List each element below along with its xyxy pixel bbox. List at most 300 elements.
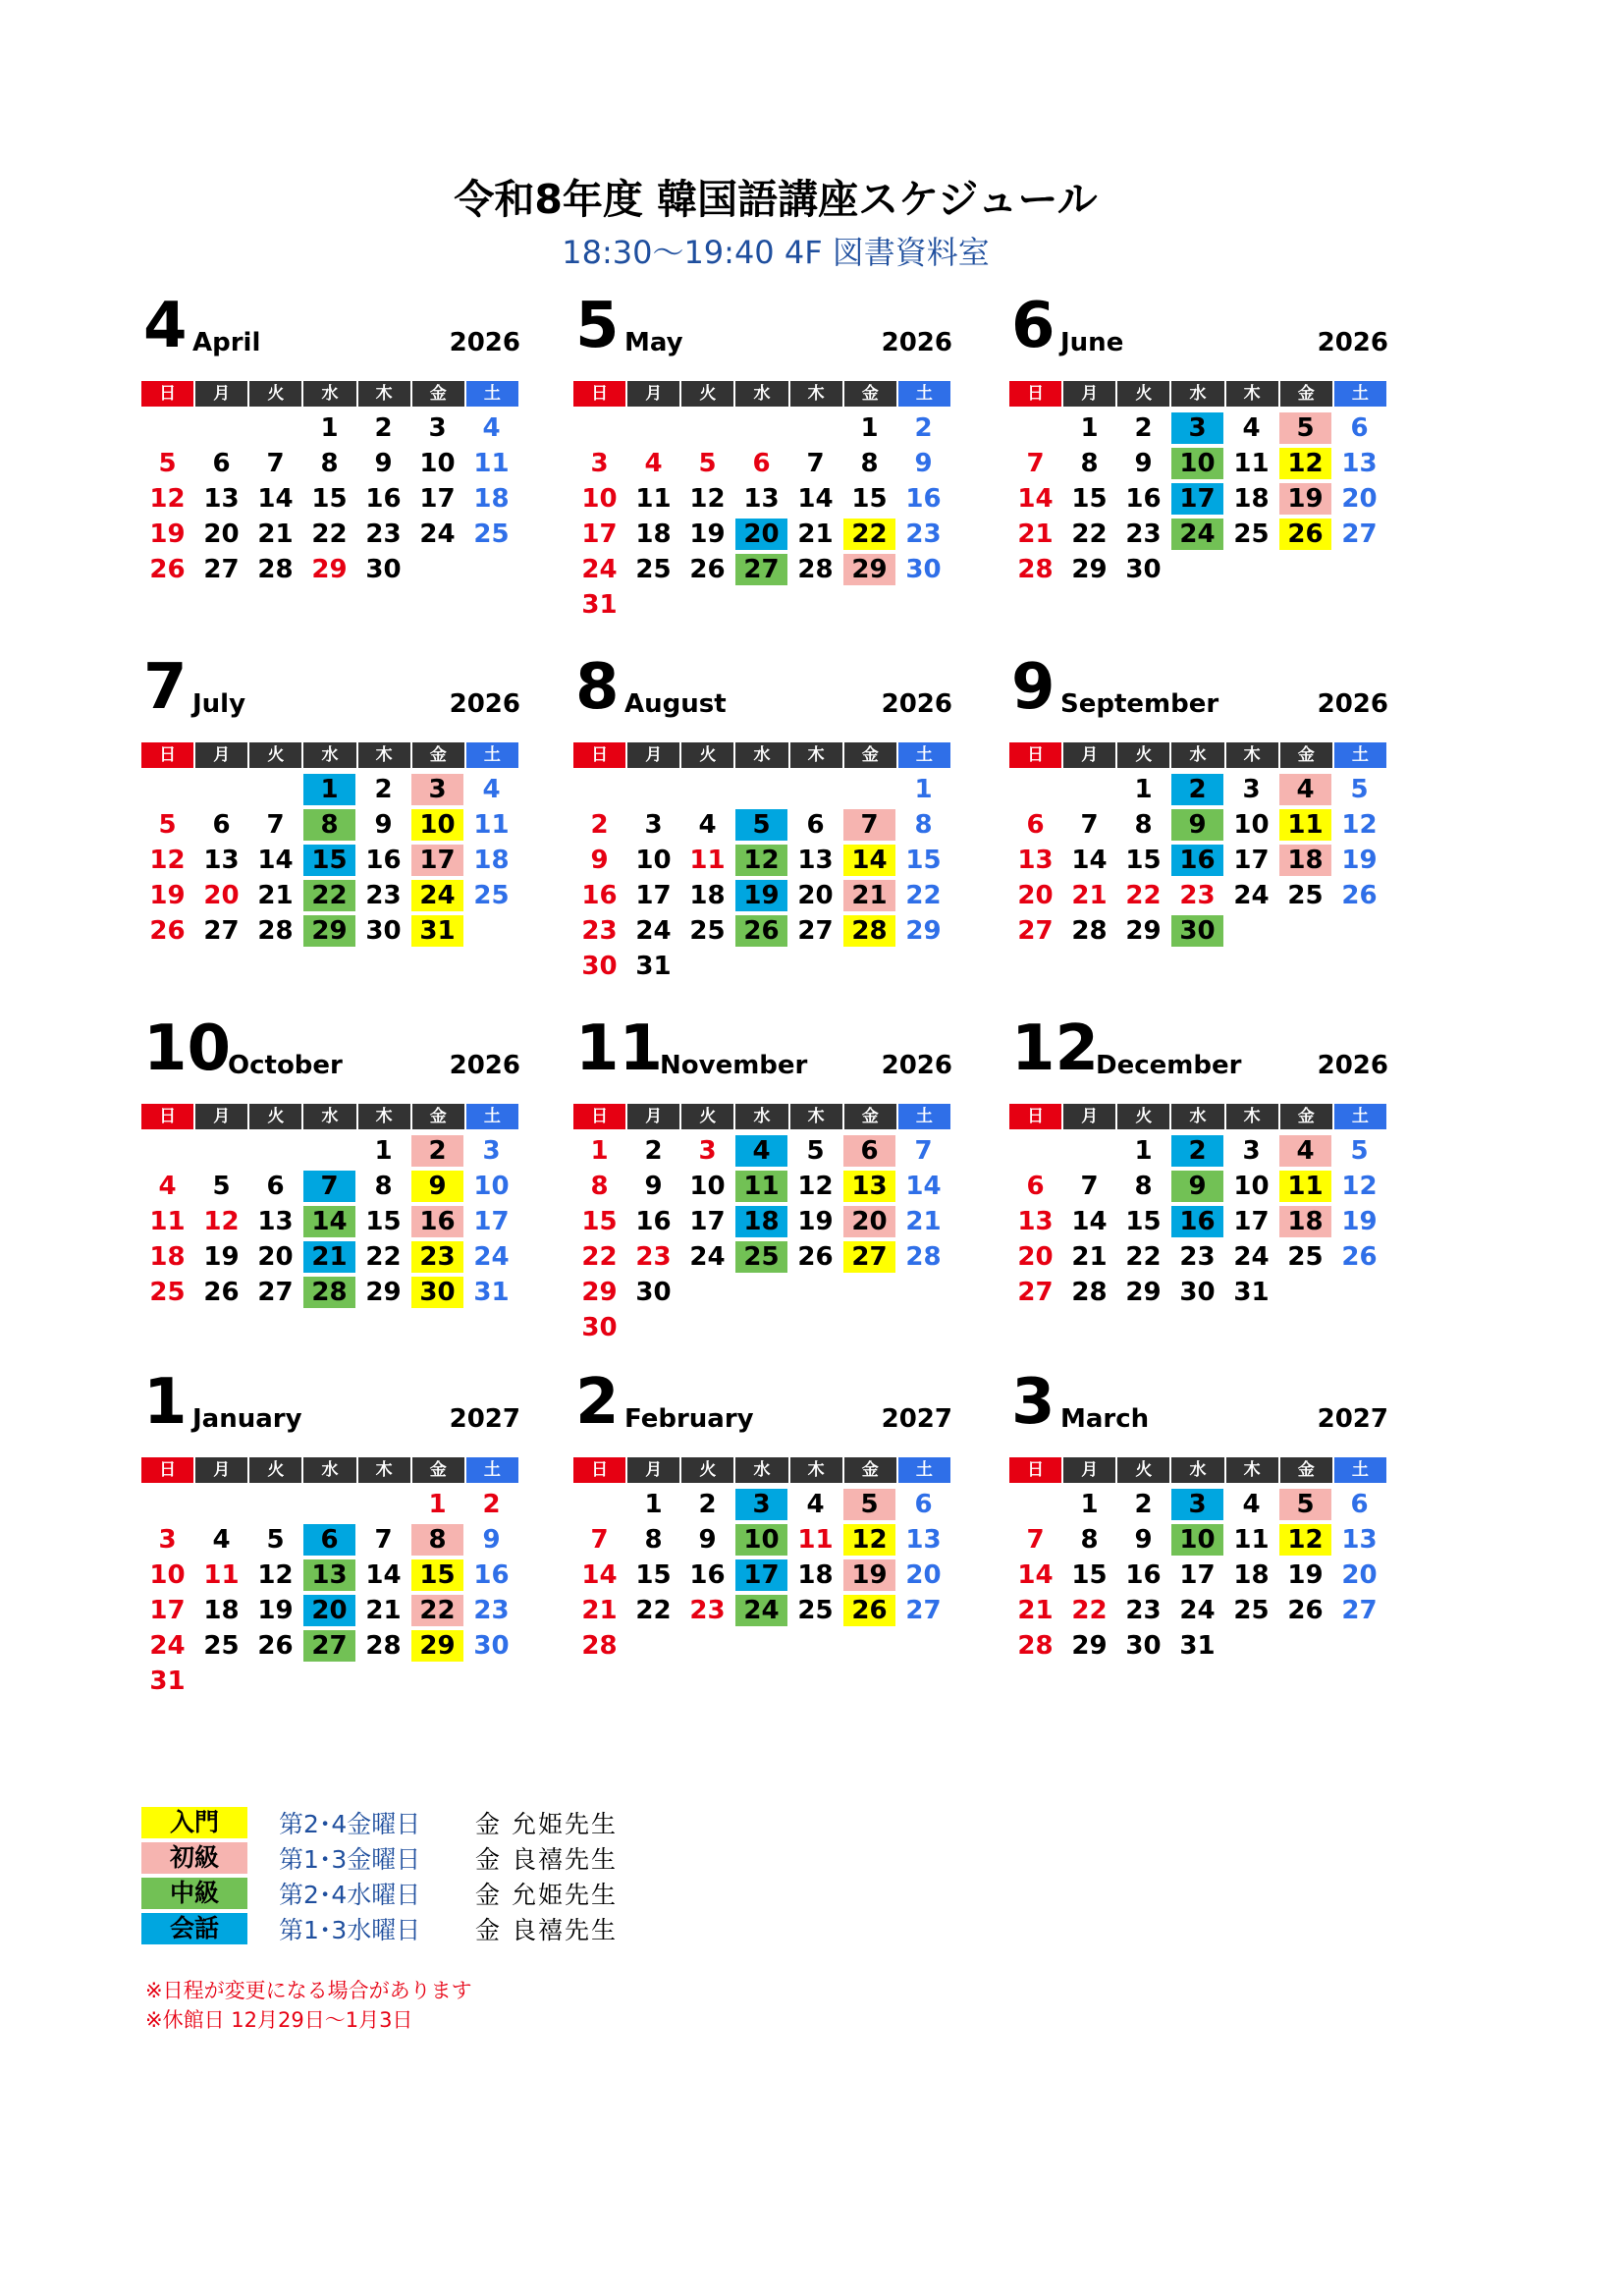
day-cell: 20 (843, 1206, 895, 1237)
day-cell: 1 (860, 413, 879, 443)
day-cell: 30 (1125, 1631, 1162, 1661)
day-cell (573, 774, 625, 805)
week-row (1009, 878, 1388, 913)
day-cell (141, 1489, 193, 1520)
weekday-label: 土 (898, 1104, 950, 1129)
day-cell: 19 (257, 1596, 294, 1625)
week-row (141, 878, 520, 913)
day-cell: 16 (411, 1206, 463, 1237)
note-schedule-change: ※日程が変更になる場合があります (145, 1979, 472, 2002)
day-cell: 27 (257, 1278, 294, 1307)
month-number: 10 (143, 1012, 232, 1085)
week-row (1009, 772, 1388, 807)
legend-row (141, 1876, 618, 1911)
day-cell (465, 915, 517, 947)
month-year: 2027 (1317, 1404, 1388, 1434)
day-cell: 18 (735, 1206, 787, 1237)
week-row (141, 1275, 520, 1310)
day-cell: 28 (1071, 916, 1108, 946)
day-cell (1225, 915, 1277, 947)
day-cell (735, 589, 787, 621)
day-cell: 7 (843, 809, 895, 841)
month-name: May (624, 328, 683, 357)
weekday-header (1009, 742, 1386, 768)
week-row (141, 1169, 520, 1204)
week-row (141, 481, 520, 517)
day-cell: 26 (1341, 1242, 1378, 1272)
day-cell: 31 (1179, 1631, 1216, 1661)
day-cell: 16 (473, 1560, 510, 1590)
weekday-label: 日 (1009, 1104, 1061, 1129)
weekday-header (573, 1104, 950, 1129)
day-cell: 4 (1279, 1135, 1331, 1167)
day-cell: 4 (644, 449, 663, 478)
day-cell: 16 (1171, 1206, 1223, 1237)
day-cell: 22 (311, 519, 348, 549)
day-cell: 13 (743, 484, 780, 514)
day-cell: 6 (212, 449, 231, 478)
month-october (141, 1012, 524, 1341)
day-cell: 8 (1080, 449, 1099, 478)
day-cell: 6 (843, 1135, 895, 1167)
day-grid (141, 1487, 520, 1699)
weekday-label: 月 (195, 1457, 247, 1483)
day-cell: 23 (905, 519, 942, 549)
day-grid (1009, 1133, 1388, 1310)
day-cell: 8 (644, 1525, 663, 1555)
month-number: 1 (143, 1366, 188, 1439)
day-cell: 21 (257, 519, 294, 549)
weekday-label: 月 (1063, 1457, 1115, 1483)
day-cell: 10 (735, 1524, 787, 1556)
day-cell: 30 (1171, 915, 1223, 947)
day-cell: 14 (257, 846, 294, 875)
day-cell: 22 (1125, 1242, 1162, 1272)
day-cell: 4 (1242, 1490, 1261, 1519)
day-cell: 24 (1179, 1596, 1216, 1625)
day-cell (843, 589, 895, 621)
day-cell: 26 (1287, 1596, 1324, 1625)
day-cell: 15 (411, 1559, 463, 1591)
day-cell: 15 (851, 484, 888, 514)
day-cell: 6 (1350, 413, 1369, 443)
day-cell: 28 (581, 1631, 618, 1661)
day-cell: 9 (590, 846, 609, 875)
month-number: 3 (1011, 1366, 1056, 1439)
day-cell: 30 (411, 1277, 463, 1308)
day-cell: 23 (581, 916, 618, 946)
day-cell: 31 (635, 952, 672, 981)
day-cell (843, 1630, 895, 1662)
weekday-label: 月 (627, 1104, 679, 1129)
day-grid (573, 410, 952, 623)
day-cell: 10 (1233, 1172, 1270, 1201)
day-cell: 16 (689, 1560, 726, 1590)
day-cell (1333, 1630, 1385, 1662)
legend-day: 第2･4金曜日 (279, 1810, 421, 1838)
weekday-header (141, 742, 518, 768)
legend-teacher: 金 允姫先生 (475, 1810, 618, 1838)
week-row (573, 1628, 952, 1664)
day-cell: 26 (257, 1631, 294, 1661)
day-cell: 27 (1017, 1278, 1054, 1307)
page-title: 令和8年度 韓国語講座スケジュール (454, 176, 1098, 223)
day-cell: 6 (1350, 1490, 1369, 1519)
weekday-label: 水 (1171, 1104, 1223, 1129)
month-november (573, 1012, 956, 1342)
day-cell: 25 (473, 881, 510, 910)
day-cell: 2 (411, 1135, 463, 1167)
day-cell: 26 (203, 1278, 240, 1307)
weekday-label: 火 (249, 1104, 301, 1129)
month-september (1009, 651, 1392, 980)
day-cell: 17 (1233, 846, 1270, 875)
day-cell (1279, 915, 1331, 947)
day-cell: 17 (581, 519, 618, 549)
day-cell (627, 1630, 679, 1662)
weekday-label: 月 (627, 1457, 679, 1483)
day-grid (141, 772, 520, 949)
day-cell: 12 (797, 1172, 834, 1201)
day-cell: 10 (419, 449, 456, 478)
day-cell: 11 (797, 1525, 834, 1555)
month-number: 11 (575, 1012, 664, 1085)
weekday-label: 金 (412, 381, 464, 407)
weekday-label: 金 (844, 381, 896, 407)
day-cell: 12 (257, 1560, 294, 1590)
weekday-label: 金 (844, 1457, 896, 1483)
day-cell: 8 (320, 449, 339, 478)
week-row (1009, 1628, 1388, 1664)
day-cell: 2 (698, 1490, 717, 1519)
month-number: 12 (1011, 1012, 1100, 1085)
day-cell (1225, 554, 1277, 585)
month-name: March (1060, 1404, 1150, 1434)
day-grid (141, 1133, 520, 1310)
day-cell: 15 (1071, 1560, 1108, 1590)
day-cell: 18 (635, 519, 672, 549)
month-year: 2026 (449, 328, 520, 357)
day-cell (681, 774, 733, 805)
week-row (573, 1310, 952, 1345)
legend-teacher: 金 良禧先生 (475, 1916, 618, 1944)
legend (141, 1805, 618, 1946)
day-cell: 26 (149, 555, 186, 584)
week-row (573, 1487, 952, 1522)
day-cell (465, 1666, 517, 1697)
day-cell (249, 774, 301, 805)
note-closed-days: ※休館日 12月29日～1月3日 (145, 2008, 413, 2032)
week-row (573, 517, 952, 552)
day-cell: 4 (482, 413, 501, 443)
day-cell: 4 (212, 1525, 231, 1555)
day-cell: 24 (1171, 519, 1223, 550)
day-cell: 19 (1341, 846, 1378, 875)
day-cell: 3 (590, 449, 609, 478)
day-grid (1009, 1487, 1388, 1664)
week-row (573, 1169, 952, 1204)
day-cell: 6 (1026, 1172, 1045, 1201)
week-row (1009, 843, 1388, 878)
day-cell: 21 (1071, 881, 1108, 910)
day-cell (1009, 1489, 1061, 1520)
month-april (141, 290, 524, 619)
day-cell: 19 (149, 519, 186, 549)
day-cell: 24 (473, 1242, 510, 1272)
day-grid (1009, 772, 1388, 949)
weekday-label: 火 (681, 1457, 733, 1483)
weekday-label: 日 (141, 1104, 193, 1129)
day-cell: 7 (266, 449, 285, 478)
day-cell (1333, 915, 1385, 947)
day-cell: 27 (303, 1630, 355, 1662)
day-cell: 5 (1279, 412, 1331, 444)
weekday-label: 火 (1117, 381, 1169, 407)
day-cell: 18 (1233, 1560, 1270, 1590)
month-name: August (624, 689, 727, 719)
day-cell: 25 (689, 916, 726, 946)
weekday-label: 水 (735, 742, 787, 768)
day-cell: 10 (689, 1172, 726, 1201)
day-cell: 30 (365, 555, 402, 584)
weekday-label: 木 (358, 381, 410, 407)
day-cell: 17 (635, 881, 672, 910)
week-row (1009, 517, 1388, 552)
day-cell: 17 (1171, 483, 1223, 515)
day-cell: 21 (581, 1596, 618, 1625)
day-cell: 20 (257, 1242, 294, 1272)
day-cell: 29 (365, 1278, 402, 1307)
day-cell (411, 1666, 463, 1697)
weekday-label: 日 (1009, 381, 1061, 407)
day-cell: 12 (735, 845, 787, 876)
day-cell: 1 (320, 413, 339, 443)
day-cell: 11 (735, 1171, 787, 1202)
day-cell (1333, 1277, 1385, 1308)
day-cell: 10 (473, 1172, 510, 1201)
month-may (573, 290, 956, 620)
month-name: September (1060, 689, 1219, 719)
weekday-label: 日 (141, 381, 193, 407)
day-cell: 26 (797, 1242, 834, 1272)
day-cell: 14 (303, 1206, 355, 1237)
day-cell: 15 (1125, 1207, 1162, 1236)
week-row (141, 1593, 520, 1628)
day-cell: 29 (581, 1278, 618, 1307)
day-cell (681, 951, 733, 982)
day-cell: 4 (1242, 413, 1261, 443)
day-cell: 2 (1134, 1490, 1153, 1519)
day-cell: 30 (1179, 1278, 1216, 1307)
day-cell (735, 1277, 787, 1308)
day-cell: 8 (303, 809, 355, 841)
day-cell: 22 (303, 880, 355, 911)
day-cell: 20 (203, 881, 240, 910)
page-subtitle: 18:30～19:40 4F 図書資料室 (562, 234, 990, 271)
day-cell: 13 (257, 1207, 294, 1236)
day-cell: 12 (689, 484, 726, 514)
day-grid (1009, 410, 1388, 587)
day-cell: 29 (1125, 916, 1162, 946)
day-cell (249, 1135, 301, 1167)
week-row (141, 410, 520, 446)
day-cell: 29 (843, 554, 895, 585)
day-cell: 5 (843, 1489, 895, 1520)
weekday-label: 日 (141, 742, 193, 768)
weekday-label: 土 (1334, 1457, 1386, 1483)
day-cell (897, 1312, 949, 1343)
day-cell: 23 (1179, 1242, 1216, 1272)
day-cell: 3 (1242, 775, 1261, 804)
weekday-label: 木 (790, 742, 842, 768)
day-cell: 22 (1071, 519, 1108, 549)
day-cell: 11 (1233, 449, 1270, 478)
day-cell: 2 (644, 1136, 663, 1166)
day-cell: 10 (635, 846, 672, 875)
day-cell: 28 (257, 555, 294, 584)
day-cell: 17 (1179, 1560, 1216, 1590)
weekday-label: 月 (1063, 742, 1115, 768)
week-row (141, 1204, 520, 1239)
month-year: 2026 (1317, 1051, 1388, 1080)
day-cell (195, 1666, 247, 1697)
day-cell: 27 (1017, 916, 1054, 946)
day-cell (357, 1489, 409, 1520)
weekday-label: 金 (844, 1104, 896, 1129)
day-cell: 16 (635, 1207, 672, 1236)
day-cell: 10 (411, 809, 463, 841)
day-cell: 14 (843, 845, 895, 876)
day-cell: 9 (482, 1525, 501, 1555)
day-cell: 1 (428, 1490, 447, 1519)
day-cell: 6 (1026, 810, 1045, 840)
weekday-label: 水 (1171, 381, 1223, 407)
weekday-label: 日 (1009, 742, 1061, 768)
day-cell: 26 (149, 916, 186, 946)
day-cell: 12 (843, 1524, 895, 1556)
day-cell (195, 1489, 247, 1520)
day-cell: 21 (303, 1241, 355, 1273)
day-cell: 18 (1279, 1206, 1331, 1237)
legend-teacher: 金 允姫先生 (475, 1881, 618, 1909)
week-row (1009, 410, 1388, 446)
day-cell: 15 (311, 484, 348, 514)
day-cell: 3 (158, 1525, 177, 1555)
day-cell (681, 1277, 733, 1308)
day-cell (303, 1135, 355, 1167)
week-row (141, 913, 520, 949)
day-cell: 24 (149, 1631, 186, 1661)
weekday-label: 土 (466, 1104, 518, 1129)
day-cell: 20 (905, 1560, 942, 1590)
day-cell: 24 (635, 916, 672, 946)
day-cell: 11 (149, 1207, 186, 1236)
month-year: 2026 (449, 1051, 520, 1080)
day-cell: 28 (1017, 1631, 1054, 1661)
day-cell: 14 (1071, 846, 1108, 875)
day-cell: 31 (581, 590, 618, 620)
day-cell: 7 (590, 1525, 609, 1555)
day-cell: 18 (1279, 845, 1331, 876)
day-cell: 30 (473, 1631, 510, 1661)
month-june (1009, 290, 1392, 619)
weekday-label: 水 (735, 1457, 787, 1483)
day-cell: 23 (635, 1242, 672, 1272)
day-cell: 14 (1071, 1207, 1108, 1236)
day-cell: 6 (914, 1490, 933, 1519)
weekday-label: 月 (627, 742, 679, 768)
weekday-label: 日 (573, 381, 625, 407)
day-cell: 15 (1125, 846, 1162, 875)
day-cell: 22 (365, 1242, 402, 1272)
week-row (573, 807, 952, 843)
day-cell: 22 (635, 1596, 672, 1625)
day-cell (627, 412, 679, 444)
day-cell (789, 1277, 841, 1308)
week-row (1009, 1169, 1388, 1204)
day-cell: 7 (806, 449, 825, 478)
day-cell: 19 (843, 1559, 895, 1591)
day-cell: 12 (149, 484, 186, 514)
legend-level-badge: 会話 (141, 1913, 247, 1944)
day-cell: 28 (797, 555, 834, 584)
weekday-label: 木 (358, 742, 410, 768)
day-cell: 13 (1017, 1207, 1054, 1236)
month-name: June (1060, 328, 1124, 357)
day-cell: 13 (843, 1171, 895, 1202)
day-cell: 13 (1341, 449, 1378, 478)
day-cell (1009, 774, 1061, 805)
day-cell: 30 (581, 1313, 618, 1342)
weekday-label: 水 (303, 1104, 355, 1129)
day-cell: 8 (860, 449, 879, 478)
day-cell: 12 (203, 1207, 240, 1236)
day-cell: 4 (806, 1490, 825, 1519)
day-cell: 29 (1071, 555, 1108, 584)
day-cell: 11 (689, 846, 726, 875)
week-row (141, 1487, 520, 1522)
weekday-label: 水 (1171, 1457, 1223, 1483)
day-cell: 26 (1341, 881, 1378, 910)
day-cell: 4 (735, 1135, 787, 1167)
day-cell: 25 (149, 1278, 186, 1307)
week-row (141, 1664, 520, 1699)
month-march (1009, 1366, 1392, 1695)
weekday-header (573, 1457, 950, 1483)
weekday-label: 金 (412, 742, 464, 768)
weekday-label: 水 (735, 381, 787, 407)
month-name: February (624, 1404, 754, 1434)
day-cell: 27 (203, 916, 240, 946)
month-year: 2026 (881, 328, 952, 357)
weekday-label: 金 (1280, 1104, 1332, 1129)
day-cell: 5 (806, 1136, 825, 1166)
month-number: 4 (143, 290, 188, 362)
day-cell (681, 589, 733, 621)
day-cell (789, 774, 841, 805)
weekday-label: 火 (1117, 1104, 1169, 1129)
day-cell: 7 (914, 1136, 933, 1166)
day-cell: 12 (149, 846, 186, 875)
weekday-label: 火 (249, 381, 301, 407)
week-row (573, 446, 952, 481)
day-cell: 26 (843, 1595, 895, 1626)
weekday-label: 金 (412, 1457, 464, 1483)
day-cell: 9 (698, 1525, 717, 1555)
day-cell (1009, 412, 1061, 444)
weekday-label: 水 (735, 1104, 787, 1129)
weekday-label: 木 (790, 1457, 842, 1483)
